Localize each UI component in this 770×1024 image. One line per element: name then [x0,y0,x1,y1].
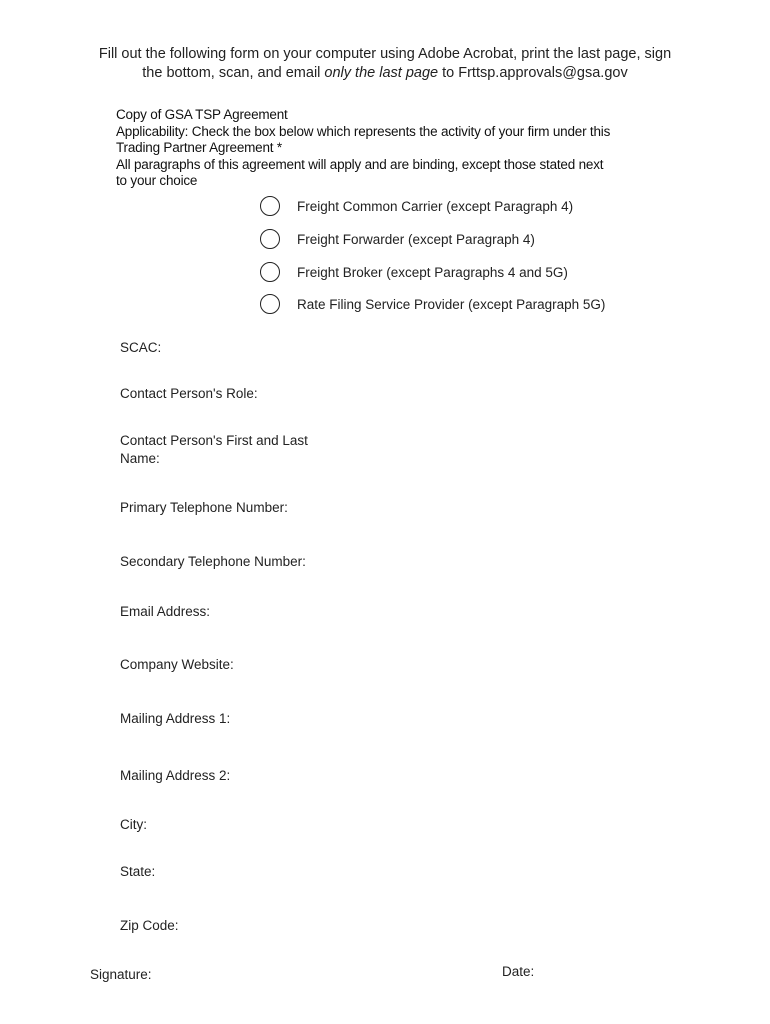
mailing-address-1-label: Mailing Address 1: [120,711,231,726]
contact-name-input[interactable] [340,440,664,462]
scac-input[interactable] [340,338,664,360]
option-freight-broker[interactable] [260,260,568,284]
radio-button[interactable] [260,262,280,282]
scac-label: SCAC: [120,340,162,355]
contact-name-label [120,432,308,468]
radio-button[interactable] [260,196,280,216]
agreement-block [116,107,656,190]
contact-role-label: Contact Person's Role: [120,386,258,401]
email-label: Email Address: [120,604,211,619]
mailing-address-1-input[interactable] [340,709,664,731]
option-label: Freight Common Carrier (except Paragraph 4) [297,198,574,214]
option-freight-forwarder[interactable] [260,227,535,251]
option-rate-filing[interactable] [260,292,605,316]
applicability-text-2: Trading Partner Agreement * [116,140,282,155]
radio-button[interactable] [260,294,280,314]
zip-code-label: Zip Code: [120,918,179,933]
option-label: Freight Broker (except Paragraphs 4 and 5G) [297,264,568,280]
primary-phone-input[interactable] [340,498,664,520]
mailing-address-2-label: Mailing Address 2: [120,768,231,783]
option-label: Freight Forwarder (except Paragraph 4) [297,231,535,247]
website-label: Company Website: [120,657,234,672]
agreement-title: Copy of GSA TSP Agreement [116,107,288,122]
city-label: City: [120,817,147,832]
instructions-line-1: Fill out the following form on your computer using Adobe Acrobat, print the last page, sign [98,46,672,62]
primary-phone-label: Primary Telephone Number: [120,500,288,515]
instructions-line-2 [0,64,770,83]
instructions-line-2-start: the bottom, scan, and email [142,65,325,81]
website-input[interactable] [340,655,664,677]
applicability-text-1: Applicability: Check the box below which represents the activity of your firm under this [116,123,611,139]
paragraphs-text-1: All paragraphs of this agreement will apply and are binding, except those stated next [116,156,604,172]
email-input[interactable] [340,602,664,624]
option-label: Rate Filing Service Provider (except Paragraph 5G) [297,296,606,312]
mailing-address-2-input[interactable] [340,766,664,788]
contact-role-input[interactable] [340,384,664,406]
city-input[interactable] [340,815,664,837]
date-label: Date: [502,964,535,979]
radio-button[interactable] [260,229,280,249]
state-input[interactable] [340,862,664,884]
zip-code-input[interactable] [340,916,664,938]
contact-name-label-line-2: Name: [120,451,160,466]
contact-name-label-line-1: Contact Person's First and Last [120,433,308,448]
secondary-phone-label: Secondary Telephone Number: [120,554,306,569]
secondary-phone-input[interactable] [340,552,664,574]
instructions-emphasis: only the last page [324,65,439,81]
paragraphs-text-2: to your choice [116,173,198,188]
instructions [0,45,770,83]
option-common-carrier[interactable] [260,194,573,218]
signature-label: Signature: [90,967,152,982]
state-label: State: [120,864,156,879]
instructions-line-2-end: to Frttsp.approvals@gsa.gov [438,65,628,81]
